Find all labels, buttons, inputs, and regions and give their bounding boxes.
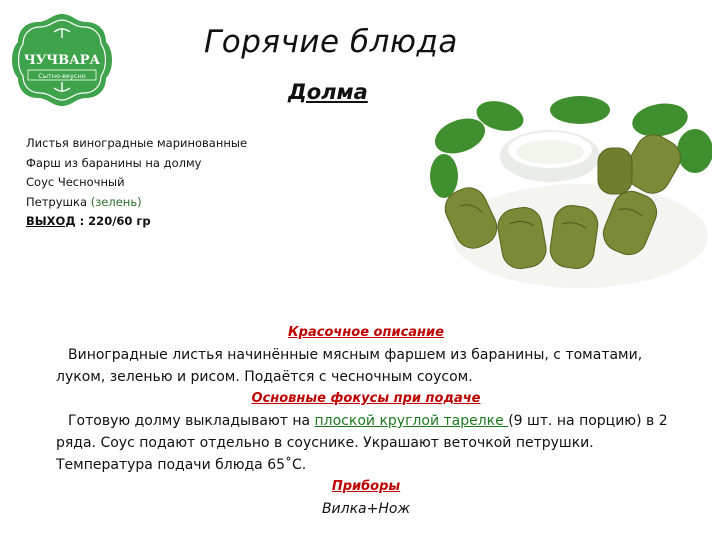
logo-subtext: Сытно-вкусно — [38, 72, 86, 80]
serving-focus-text — [56, 410, 676, 476]
ingredient-name: Фарш из баранины на долму — [26, 155, 202, 170]
logo-text: ЧУЧВАРА — [23, 53, 101, 68]
plate-link[interactable]: плоской круглой тарелке — [314, 413, 509, 429]
cutlery-heading: Приборы — [331, 479, 401, 494]
description-block — [56, 322, 676, 520]
ingredients-list — [26, 134, 247, 232]
colorful-description-text: Виноградные листья начинённые мясным фаршем из баранины, с томатами, луком, зеленью и рисом. Подаётся с чесночным соусом. — [56, 347, 643, 385]
serving-text-start: Готовую долму выкладывают на — [68, 413, 315, 429]
brand-logo — [6, 10, 118, 110]
dish-name: Долма — [288, 80, 368, 104]
ingredient-name: Соус Чесночный — [26, 175, 125, 189]
page-title: Горячие блюда — [204, 24, 458, 60]
colorful-description-heading: Красочное описание — [288, 325, 444, 340]
ingredient-note: (зелень) — [87, 194, 142, 209]
ingredient-item — [26, 134, 247, 154]
ingredient-name: Листья виноградные маринованные — [26, 136, 248, 150]
yield-label: ВЫХОД — [26, 214, 76, 228]
ingredient-item — [26, 154, 247, 174]
ingredient-item — [26, 193, 247, 213]
cutlery-text: Вилка+Нож — [321, 501, 411, 517]
yield-value: : 220/60 гр — [75, 214, 151, 228]
yield-row — [26, 212, 247, 232]
serving-text-end: (9 шт. на порцию) в 2 ряда. Соус подают отдельно в соуснике. Украшают веточкой петрушки. Температура подачи блюда 65˚С. — [56, 413, 668, 473]
ingredient-name: Петрушка — [26, 194, 88, 209]
dish-photo — [430, 96, 712, 296]
ingredient-item — [26, 173, 247, 193]
serving-focus-heading: Основные фокусы при подаче — [251, 391, 481, 406]
